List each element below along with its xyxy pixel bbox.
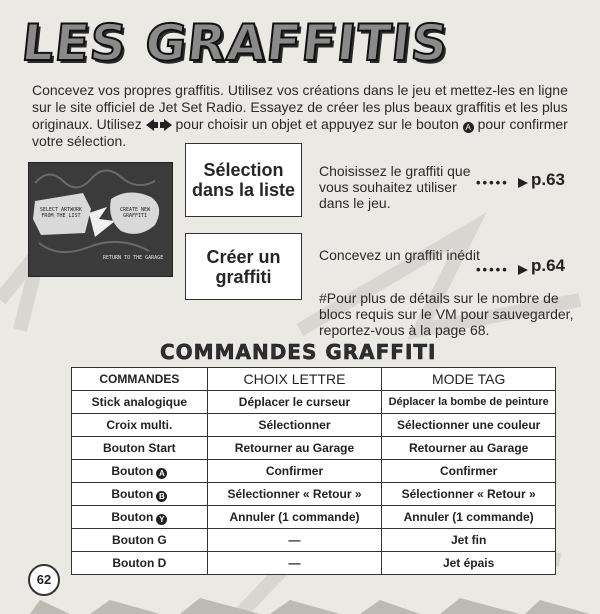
command-label: Bouton <box>111 509 154 524</box>
cell-lettre: Retourner au Garage <box>207 437 382 460</box>
cell-lettre: Confirmer <box>207 460 382 483</box>
command-label: Bouton D <box>112 556 167 570</box>
select-from-list-description: Choisissez le graffiti que vous souhaitez utiliser dans le jeu. <box>319 163 471 211</box>
option2-arrow-icon <box>518 265 528 275</box>
create-graffiti-label: Créer un graffiti <box>206 246 281 287</box>
cell-lettre: Annuler (1 commande) <box>207 506 382 529</box>
command-label: Bouton <box>111 463 154 478</box>
graffiti-commands-table <box>71 367 556 575</box>
cell-tag: Sélectionner « Retour » <box>382 483 556 506</box>
command-label: Bouton G <box>112 533 167 547</box>
page-title: LES GRAFFITIS <box>18 14 452 72</box>
vm-blocks-note: #Pour plus de détails sur le nombre de blocs requis sur le VM pour sauvegarder, reportez-vous à la page 68. <box>319 290 574 338</box>
header-commandes: COMMANDES <box>72 368 208 391</box>
cell-command <box>72 529 208 552</box>
table-header-row <box>72 368 556 391</box>
game-screenshot <box>28 162 173 277</box>
table-row <box>72 391 556 414</box>
command-label: Croix multi. <box>106 418 173 432</box>
cell-command <box>72 483 208 506</box>
cell-lettre: Déplacer le curseur <box>207 391 382 414</box>
table-row <box>72 483 556 506</box>
header-mode-tag: MODE TAG <box>382 368 556 391</box>
page-number: 62 <box>28 564 60 596</box>
cell-tag: Jet fin <box>382 529 556 552</box>
table-row <box>72 414 556 437</box>
intro-text-2: pour choisir un objet et appuyez sur le bouton <box>175 116 463 132</box>
cell-lettre: Sélectionner « Retour » <box>207 483 382 506</box>
cell-command <box>72 391 208 414</box>
cell-tag: Annuler (1 commande) <box>382 506 556 529</box>
a-button-icon: A <box>463 122 474 133</box>
cell-lettre: Sélectionner <box>207 414 382 437</box>
option1-page-ref: p.63 <box>531 170 566 189</box>
command-label: Bouton <box>111 486 154 501</box>
option2-leader-dots: ••••• <box>476 262 509 277</box>
cell-command <box>72 552 208 575</box>
cell-command <box>72 437 208 460</box>
command-label: Bouton Start <box>103 441 176 455</box>
header-choix-lettre: CHOIX LETTRE <box>207 368 382 391</box>
intro-text-3: pour confirmer votre sélection. <box>32 116 568 149</box>
cell-tag: Déplacer la bombe de peinture <box>382 391 556 414</box>
commands-section-title: COMMANDES GRAFFITI <box>160 340 437 364</box>
table-row <box>72 552 556 575</box>
cell-command <box>72 460 208 483</box>
cell-lettre: — <box>207 529 382 552</box>
command-label: Stick analogique <box>91 395 188 409</box>
left-right-arrows-icon <box>146 119 172 131</box>
table-row <box>72 506 556 529</box>
option2-page-ref: p.64 <box>531 256 566 275</box>
cell-command <box>72 506 208 529</box>
cell-tag: Sélectionner une couleur <box>382 414 556 437</box>
b-button-icon: B <box>156 491 167 502</box>
screenshot-left-option-label: SELECT ARTWORK FROM THE LIST <box>39 207 83 219</box>
create-graffiti-description: Concevez un graffiti inédit <box>319 247 480 263</box>
screenshot-right-option-label: CREATE NEW GRAFFITI <box>119 207 151 219</box>
intro-text-1: Concevez vos propres graffitis. Utilisez vos créations dans le jeu et mettez-les en ligne sur le site officiel de Jet Set Radio. Essayez de créer les plus beaux graffitis et les plus originaux. Utilisez <box>32 82 568 132</box>
screenshot-return-label: RETURN TO THE GARAGE <box>103 255 164 261</box>
cell-lettre: — <box>207 552 382 575</box>
y-button-icon: Y <box>156 514 167 525</box>
create-graffiti-box <box>185 233 302 300</box>
table-row <box>72 437 556 460</box>
a-button-icon: A <box>156 468 167 479</box>
table-row <box>72 460 556 483</box>
cell-tag: Retourner au Garage <box>382 437 556 460</box>
intro-paragraph <box>32 82 577 150</box>
table-row <box>72 529 556 552</box>
option1-arrow-icon <box>518 178 528 188</box>
select-from-list-label: Sélection dans la liste <box>191 160 296 200</box>
cell-tag: Confirmer <box>382 460 556 483</box>
cell-command <box>72 414 208 437</box>
cell-tag: Jet épais <box>382 552 556 575</box>
option1-leader-dots: ••••• <box>476 175 509 190</box>
select-from-list-box <box>185 143 302 217</box>
